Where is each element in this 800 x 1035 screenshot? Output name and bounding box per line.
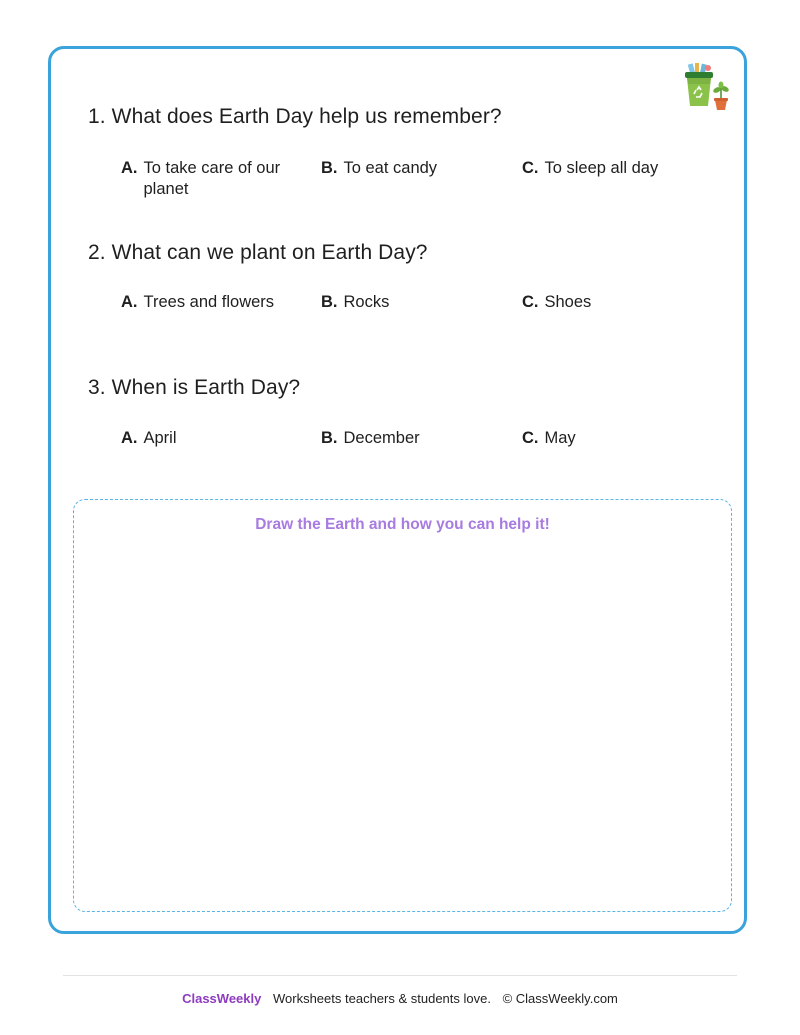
question-1: 1. What does Earth Day help us remember? <box>88 105 502 128</box>
footer <box>0 991 800 1006</box>
option-text: December <box>343 429 420 447</box>
option-letter: B. <box>321 159 338 177</box>
option-text: To sleep all day <box>544 159 659 177</box>
answer-option-2c[interactable] <box>522 292 591 313</box>
option-text: Shoes <box>544 293 592 311</box>
footer-copyright: © ClassWeekly.com <box>502 991 618 1006</box>
option-text: April <box>143 429 177 447</box>
answer-option-3b[interactable] <box>321 428 420 449</box>
option-letter: B. <box>321 293 338 311</box>
option-text: May <box>544 429 576 447</box>
footer-divider <box>63 975 737 976</box>
option-letter: A. <box>121 159 138 177</box>
option-text: Trees and flowers <box>143 293 275 311</box>
drawing-area[interactable] <box>73 499 732 912</box>
answer-option-1c[interactable] <box>522 158 658 179</box>
answer-option-1b[interactable] <box>321 158 437 179</box>
option-text: To eat candy <box>343 159 438 177</box>
answer-option-2b[interactable] <box>321 292 389 313</box>
answer-option-3c[interactable] <box>522 428 576 449</box>
option-letter: C. <box>522 159 539 177</box>
question-2: 2. What can we plant on Earth Day? <box>88 241 428 264</box>
footer-brand: ClassWeekly <box>182 991 262 1006</box>
drawing-title: Draw the Earth and how you can help it! <box>255 516 550 533</box>
option-letter: A. <box>121 429 138 447</box>
answer-option-3a[interactable] <box>121 428 177 449</box>
option-letter: C. <box>522 293 539 311</box>
option-text: Rocks <box>343 293 390 311</box>
footer-tagline: Worksheets teachers & students love. <box>272 991 491 1006</box>
option-letter: B. <box>321 429 338 447</box>
question-3: 3. When is Earth Day? <box>88 376 301 399</box>
option-letter: A. <box>121 293 138 311</box>
option-letter: C. <box>522 429 539 447</box>
option-text: To take care of our planet <box>143 159 281 198</box>
answer-option-2a[interactable] <box>121 292 274 313</box>
answer-option-1a[interactable] <box>121 158 301 200</box>
